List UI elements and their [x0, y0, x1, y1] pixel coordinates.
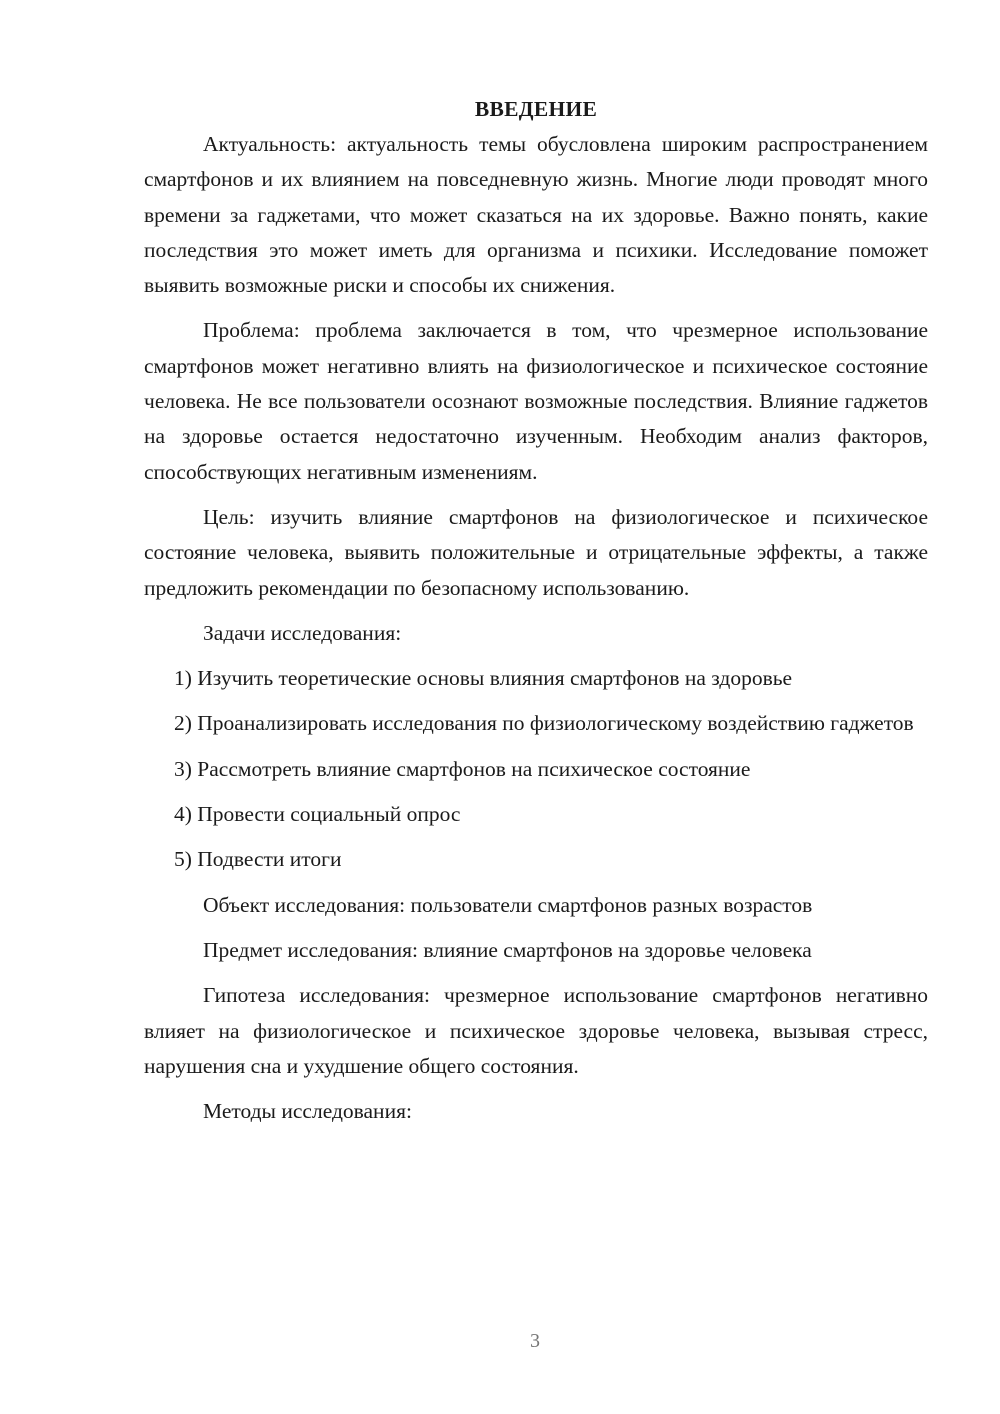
tasks-heading: Задачи исследования:: [203, 620, 402, 645]
object-paragraph: Объект исследования: пользователи смартфонов разных возрастов: [203, 892, 813, 917]
task-item: 2) Проанализировать исследования по физиологическому воздействию гаджетов: [174, 711, 914, 736]
hypothesis-paragraph: Гипотеза исследования: чрезмерное использование смартфонов негативно влияет на физиологическое и психическое здоровье человека, вызывая стресс, нарушения сна и ухудшение общего состояния.: [144, 983, 928, 1078]
task-item: 5) Подвести итоги: [174, 847, 342, 872]
document-page: [144, 92, 928, 1139]
page-number: 3: [530, 1330, 540, 1352]
subject-paragraph: Предмет исследования: влияние смартфонов на здоровье человека: [203, 937, 812, 962]
task-item: 1) Изучить теоретические основы влияния смартфонов на здоровье: [174, 666, 793, 691]
goal-paragraph: Цель: изучить влияние смартфонов на физиологическое и психическое состояние человека, выявить положительные и отрицательные эффекты, а также предложить рекомендации по безопасному использованию.: [144, 504, 928, 600]
methods-heading: Методы исследования:: [203, 1099, 412, 1124]
task-item: 3) Рассмотреть влияние смартфонов на психическое состояние: [174, 756, 751, 781]
problem-paragraph: Проблема: проблема заключается в том, что чрезмерное использование смартфонов может негативно влиять на физиологическое и психическое состояние человека. Не все пользователи осознают возможные последствия. Влияние гаджетов на здоровье остается недостаточно изученным. Необходим анализ факторов, способствующих негативным изменениям.: [144, 318, 928, 484]
task-item: 4) Провести социальный опрос: [174, 802, 461, 827]
section-title: ВВЕДЕНИЕ: [474, 97, 598, 121]
relevance-paragraph: Актуальность: актуальность темы обусловлена широким распространением смартфонов и их влиянием на повседневную жизнь. Многие люди проводят много времени за гаджетами, что может сказаться на их здоровье. Важно понять, какие последствия это может иметь для организма и психики. Исследование поможет выявить возможные риски и способы их снижения.: [144, 132, 928, 298]
